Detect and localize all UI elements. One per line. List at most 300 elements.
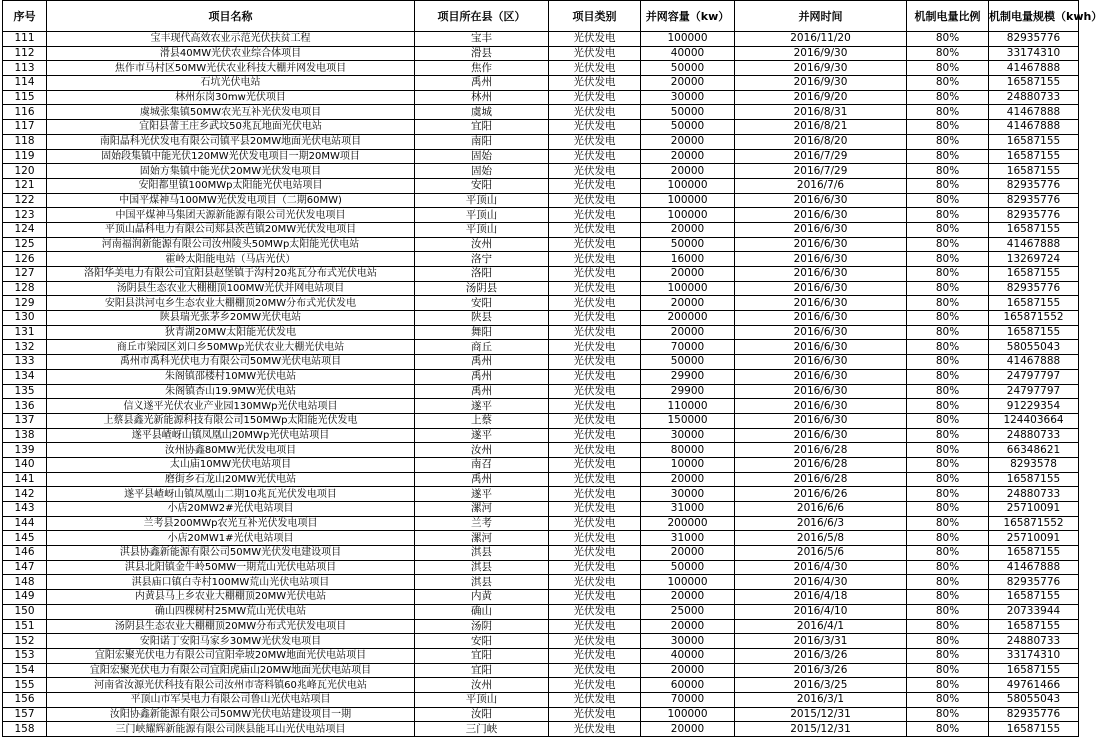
cell-capacity: 100000 [641, 281, 735, 296]
cell-category: 光伏发电 [549, 296, 641, 311]
cell-scale: 16587155 [989, 222, 1079, 237]
cell-ratio: 80% [907, 32, 989, 47]
cell-scale: 16587155 [989, 590, 1079, 605]
cell-index: 112 [3, 46, 47, 61]
cell-grid-date: 2016/7/29 [735, 149, 907, 164]
cell-capacity: 30000 [641, 90, 735, 105]
cell-ratio: 80% [907, 222, 989, 237]
cell-index: 128 [3, 281, 47, 296]
cell-grid-date: 2016/6/30 [735, 369, 907, 384]
cell-capacity: 16000 [641, 252, 735, 267]
cell-capacity: 100000 [641, 208, 735, 223]
table-row [3, 678, 1079, 693]
cell-project-name: 滑县40MW光伏农业综合体项目 [47, 46, 415, 61]
cell-capacity: 20000 [641, 222, 735, 237]
cell-capacity: 25000 [641, 604, 735, 619]
cell-scale: 25710091 [989, 531, 1079, 546]
cell-scale: 82935776 [989, 32, 1079, 47]
cell-scale: 24880733 [989, 487, 1079, 502]
table-row [3, 502, 1079, 517]
cell-ratio: 80% [907, 546, 989, 561]
cell-ratio: 80% [907, 178, 989, 193]
cell-index: 136 [3, 399, 47, 414]
cell-category: 光伏发电 [549, 340, 641, 355]
cell-project-name: 安阳县洪河屯乡生态农业大棚棚顶20MW分布式光伏发电 [47, 296, 415, 311]
cell-project-name: 朱阁镇杏山19.9MW光伏电站 [47, 384, 415, 399]
cell-capacity: 50000 [641, 355, 735, 370]
cell-grid-date: 2016/9/20 [735, 90, 907, 105]
cell-ratio: 80% [907, 634, 989, 649]
cell-grid-date: 2016/6/6 [735, 502, 907, 517]
cell-scale: 16587155 [989, 722, 1079, 737]
cell-category: 光伏发电 [549, 105, 641, 120]
cell-ratio: 80% [907, 208, 989, 223]
cell-category: 光伏发电 [549, 222, 641, 237]
cell-grid-date: 2016/6/30 [735, 252, 907, 267]
cell-project-name: 商丘市梁园区刘口乡50MWp光伏农业大棚光伏电站 [47, 340, 415, 355]
cell-index: 144 [3, 516, 47, 531]
cell-category: 光伏发电 [549, 678, 641, 693]
cell-project-name: 遂平县嵖岈山镇凤凰山20MWp光伏电站项目 [47, 428, 415, 443]
cell-scale: 41467888 [989, 105, 1079, 120]
cell-category: 光伏发电 [549, 428, 641, 443]
cell-index: 132 [3, 340, 47, 355]
table-row [3, 252, 1079, 267]
cell-capacity: 20000 [641, 663, 735, 678]
cell-county: 洛宁 [415, 252, 549, 267]
cell-grid-date: 2016/9/30 [735, 46, 907, 61]
cell-category: 光伏发电 [549, 648, 641, 663]
cell-grid-date: 2016/8/21 [735, 120, 907, 135]
cell-ratio: 80% [907, 413, 989, 428]
cell-project-name: 平顶山市军昊电力有限公司鲁山光伏电站项目 [47, 692, 415, 707]
cell-grid-date: 2016/4/18 [735, 590, 907, 605]
cell-grid-date: 2016/6/30 [735, 311, 907, 326]
cell-scale: 41467888 [989, 120, 1079, 135]
cell-scale: 24880733 [989, 634, 1079, 649]
cell-county: 南召 [415, 457, 549, 472]
cell-category: 光伏发电 [549, 399, 641, 414]
cell-grid-date: 2016/4/30 [735, 575, 907, 590]
table-row [3, 61, 1079, 76]
cell-scale: 16587155 [989, 149, 1079, 164]
cell-scale: 16587155 [989, 164, 1079, 179]
table-row [3, 76, 1079, 91]
cell-project-name: 汤阴县生态农业大棚棚顶100MW光伏并网电站项目 [47, 281, 415, 296]
cell-grid-date: 2016/6/30 [735, 208, 907, 223]
cell-category: 光伏发电 [549, 590, 641, 605]
cell-ratio: 80% [907, 619, 989, 634]
cell-capacity: 20000 [641, 472, 735, 487]
cell-grid-date: 2016/6/30 [735, 413, 907, 428]
cell-category: 光伏发电 [549, 413, 641, 428]
cell-index: 122 [3, 193, 47, 208]
cell-project-name: 安阳都里镇100MWp太阳能光伏电站项目 [47, 178, 415, 193]
cell-ratio: 80% [907, 120, 989, 135]
cell-index: 121 [3, 178, 47, 193]
cell-scale: 165871552 [989, 516, 1079, 531]
cell-project-name: 安阳诺丁安阳马家乡30MW光伏发电项目 [47, 634, 415, 649]
cell-ratio: 80% [907, 76, 989, 91]
table-row [3, 193, 1079, 208]
cell-category: 光伏发电 [549, 707, 641, 722]
cell-scale: 82935776 [989, 208, 1079, 223]
cell-index: 113 [3, 61, 47, 76]
cell-capacity: 50000 [641, 237, 735, 252]
cell-county: 洛阳 [415, 267, 549, 282]
cell-grid-date: 2016/3/26 [735, 648, 907, 663]
table-header-row [3, 1, 1079, 32]
cell-scale: 8293578 [989, 457, 1079, 472]
cell-county: 滑县 [415, 46, 549, 61]
cell-index: 118 [3, 134, 47, 149]
cell-grid-date: 2016/6/30 [735, 355, 907, 370]
cell-county: 焦作 [415, 61, 549, 76]
cell-capacity: 10000 [641, 457, 735, 472]
cell-county: 固始 [415, 164, 549, 179]
cell-category: 光伏发电 [549, 575, 641, 590]
cell-grid-date: 2016/8/31 [735, 105, 907, 120]
cell-index: 141 [3, 472, 47, 487]
cell-county: 商丘 [415, 340, 549, 355]
table-row [3, 413, 1079, 428]
cell-grid-date: 2015/12/31 [735, 722, 907, 737]
cell-county: 淇县 [415, 546, 549, 561]
cell-index: 129 [3, 296, 47, 311]
cell-category: 光伏发电 [549, 604, 641, 619]
cell-project-name: 固始段集镇中能光伏120MW光伏发电项目一期20MW项目 [47, 149, 415, 164]
cell-county: 兰考 [415, 516, 549, 531]
cell-grid-date: 2016/11/20 [735, 32, 907, 47]
cell-scale: 24880733 [989, 90, 1079, 105]
cell-capacity: 20000 [641, 134, 735, 149]
cell-ratio: 80% [907, 90, 989, 105]
table-row [3, 311, 1079, 326]
cell-index: 117 [3, 120, 47, 135]
header-project-name: 项目名称 [47, 1, 415, 32]
cell-index: 134 [3, 369, 47, 384]
cell-ratio: 80% [907, 281, 989, 296]
cell-project-name: 淇县协鑫新能源有限公司50MW光伏发电建设项目 [47, 546, 415, 561]
cell-project-name: 小店20MW1#光伏电站项目 [47, 531, 415, 546]
table-row [3, 692, 1079, 707]
cell-grid-date: 2016/6/30 [735, 325, 907, 340]
cell-grid-date: 2016/6/30 [735, 428, 907, 443]
cell-project-name: 林州东岗30mw光伏项目 [47, 90, 415, 105]
cell-county: 禹州 [415, 369, 549, 384]
cell-index: 154 [3, 663, 47, 678]
cell-ratio: 80% [907, 296, 989, 311]
cell-county: 汝州 [415, 443, 549, 458]
table-row [3, 149, 1079, 164]
cell-county: 林州 [415, 90, 549, 105]
cell-ratio: 80% [907, 267, 989, 282]
cell-ratio: 80% [907, 193, 989, 208]
cell-project-name: 河南福润新能源有限公司汝州陵头50MWp太阳能光伏电站 [47, 237, 415, 252]
cell-grid-date: 2016/6/28 [735, 472, 907, 487]
cell-category: 光伏发电 [549, 634, 641, 649]
cell-index: 137 [3, 413, 47, 428]
cell-capacity: 20000 [641, 722, 735, 737]
cell-grid-date: 2016/6/30 [735, 222, 907, 237]
cell-category: 光伏发电 [549, 546, 641, 561]
cell-project-name: 太山庙10MW光伏电站项目 [47, 457, 415, 472]
cell-capacity: 20000 [641, 149, 735, 164]
cell-grid-date: 2016/6/30 [735, 296, 907, 311]
cell-category: 光伏发电 [549, 134, 641, 149]
table-row [3, 296, 1079, 311]
cell-capacity: 31000 [641, 531, 735, 546]
cell-ratio: 80% [907, 252, 989, 267]
cell-grid-date: 2016/7/6 [735, 178, 907, 193]
cell-county: 宜阳 [415, 663, 549, 678]
cell-ratio: 80% [907, 575, 989, 590]
cell-ratio: 80% [907, 311, 989, 326]
header-capacity: 并网容量（kw） [641, 1, 735, 32]
cell-category: 光伏发电 [549, 193, 641, 208]
cell-scale: 82935776 [989, 707, 1079, 722]
cell-capacity: 20000 [641, 164, 735, 179]
table-row [3, 428, 1079, 443]
cell-scale: 16587155 [989, 296, 1079, 311]
cell-scale: 25710091 [989, 502, 1079, 517]
cell-project-name: 汤阴县生态农业大棚棚顶20MW分布式光伏发电项目 [47, 619, 415, 634]
cell-project-name: 上蔡县鑫光新能源科技有限公司150MWp太阳能光伏发电 [47, 413, 415, 428]
cell-county: 平顶山 [415, 208, 549, 223]
cell-category: 光伏发电 [549, 369, 641, 384]
cell-index: 149 [3, 590, 47, 605]
cell-capacity: 100000 [641, 193, 735, 208]
cell-scale: 16587155 [989, 619, 1079, 634]
cell-county: 平顶山 [415, 692, 549, 707]
cell-project-name: 焦作市马村区50MW光伏农业科技大棚并网发电项目 [47, 61, 415, 76]
header-county: 项目所在县（区） [415, 1, 549, 32]
cell-ratio: 80% [907, 149, 989, 164]
cell-grid-date: 2016/3/31 [735, 634, 907, 649]
cell-county: 禹州 [415, 355, 549, 370]
cell-category: 光伏发电 [549, 457, 641, 472]
cell-index: 133 [3, 355, 47, 370]
cell-ratio: 80% [907, 164, 989, 179]
cell-capacity: 50000 [641, 560, 735, 575]
cell-scale: 91229354 [989, 399, 1079, 414]
cell-capacity: 40000 [641, 648, 735, 663]
cell-ratio: 80% [907, 384, 989, 399]
cell-capacity: 150000 [641, 413, 735, 428]
cell-grid-date: 2016/6/30 [735, 399, 907, 414]
cell-category: 光伏发电 [549, 178, 641, 193]
cell-category: 光伏发电 [549, 502, 641, 517]
cell-county: 宜阳 [415, 648, 549, 663]
cell-capacity: 100000 [641, 32, 735, 47]
cell-project-name: 确山四棵树村25MW荒山光伏电站 [47, 604, 415, 619]
table-row [3, 281, 1079, 296]
cell-grid-date: 2016/4/30 [735, 560, 907, 575]
table-row [3, 267, 1079, 282]
cell-index: 145 [3, 531, 47, 546]
table-row [3, 604, 1079, 619]
cell-capacity: 29900 [641, 369, 735, 384]
cell-category: 光伏发电 [549, 443, 641, 458]
cell-index: 125 [3, 237, 47, 252]
cell-project-name: 三门峡耀辉新能源有限公司陕县能耳山光伏电站项目 [47, 722, 415, 737]
cell-category: 光伏发电 [549, 120, 641, 135]
table-row [3, 472, 1079, 487]
cell-ratio: 80% [907, 531, 989, 546]
cell-index: 155 [3, 678, 47, 693]
cell-grid-date: 2016/5/6 [735, 546, 907, 561]
cell-county: 禹州 [415, 472, 549, 487]
cell-county: 安阳 [415, 296, 549, 311]
cell-scale: 49761466 [989, 678, 1079, 693]
cell-capacity: 29900 [641, 384, 735, 399]
cell-capacity: 20000 [641, 590, 735, 605]
cell-grid-date: 2016/6/30 [735, 237, 907, 252]
table-row [3, 531, 1079, 546]
cell-capacity: 20000 [641, 619, 735, 634]
cell-scale: 24797797 [989, 369, 1079, 384]
table-row [3, 32, 1079, 47]
cell-project-name: 宝丰现代高效农业示范光伏扶贫工程 [47, 32, 415, 47]
cell-scale: 16587155 [989, 663, 1079, 678]
cell-ratio: 80% [907, 457, 989, 472]
cell-county: 安阳 [415, 178, 549, 193]
header-scale: 机制电量规模（kwh） [989, 1, 1079, 32]
cell-category: 光伏发电 [549, 692, 641, 707]
cell-scale: 82935776 [989, 193, 1079, 208]
cell-category: 光伏发电 [549, 325, 641, 340]
cell-grid-date: 2016/5/8 [735, 531, 907, 546]
cell-scale: 20733944 [989, 604, 1079, 619]
cell-index: 111 [3, 32, 47, 47]
header-index: 序号 [3, 1, 47, 32]
table-row [3, 105, 1079, 120]
cell-project-name: 淇县庙口镇白寺村100MW荒山光伏电站项目 [47, 575, 415, 590]
cell-project-name: 中国平煤神马100MW光伏发电项目（二期60MW) [47, 193, 415, 208]
cell-category: 光伏发电 [549, 722, 641, 737]
table-row [3, 619, 1079, 634]
cell-category: 光伏发电 [549, 46, 641, 61]
cell-grid-date: 2016/7/29 [735, 164, 907, 179]
cell-county: 淇县 [415, 560, 549, 575]
cell-grid-date: 2016/9/30 [735, 76, 907, 91]
cell-county: 平顶山 [415, 193, 549, 208]
cell-category: 光伏发电 [549, 32, 641, 47]
cell-category: 光伏发电 [549, 355, 641, 370]
table-row [3, 222, 1079, 237]
cell-index: 114 [3, 76, 47, 91]
cell-scale: 16587155 [989, 325, 1079, 340]
cell-grid-date: 2016/6/28 [735, 443, 907, 458]
table-row [3, 590, 1079, 605]
cell-capacity: 50000 [641, 105, 735, 120]
cell-project-name: 小店20MW2#光伏电站项目 [47, 502, 415, 517]
cell-county: 宝丰 [415, 32, 549, 47]
table-row [3, 634, 1079, 649]
table-row [3, 237, 1079, 252]
cell-project-name: 禹州市禹科光伏电力有限公司50MW光伏电站项目 [47, 355, 415, 370]
cell-index: 156 [3, 692, 47, 707]
cell-ratio: 80% [907, 722, 989, 737]
cell-category: 光伏发电 [549, 560, 641, 575]
cell-county: 上蔡 [415, 413, 549, 428]
cell-county: 舞阳 [415, 325, 549, 340]
cell-scale: 41467888 [989, 237, 1079, 252]
cell-scale: 24880733 [989, 428, 1079, 443]
table-row [3, 546, 1079, 561]
table-row [3, 575, 1079, 590]
cell-capacity: 50000 [641, 61, 735, 76]
cell-county: 固始 [415, 149, 549, 164]
cell-project-name: 洛阳华美电力有限公司宜阳县赵堡镇于沟村20兆瓦分布式光伏电站 [47, 267, 415, 282]
cell-ratio: 80% [907, 604, 989, 619]
cell-project-name: 河南省汝源光伏科技有限公司汝州市寄料镇60兆峰瓦光伏电站 [47, 678, 415, 693]
cell-grid-date: 2016/3/26 [735, 663, 907, 678]
cell-grid-date: 2016/4/1 [735, 619, 907, 634]
cell-index: 142 [3, 487, 47, 502]
cell-scale: 16587155 [989, 472, 1079, 487]
cell-project-name: 宜阳宏聚光伏电力有限公司宜阳虎庙山20MW地面光伏电站项目 [47, 663, 415, 678]
cell-capacity: 20000 [641, 296, 735, 311]
cell-scale: 82935776 [989, 178, 1079, 193]
cell-capacity: 200000 [641, 311, 735, 326]
cell-county: 遂平 [415, 487, 549, 502]
cell-capacity: 50000 [641, 120, 735, 135]
cell-category: 光伏发电 [549, 281, 641, 296]
cell-index: 138 [3, 428, 47, 443]
table-row [3, 208, 1079, 223]
cell-grid-date: 2016/6/3 [735, 516, 907, 531]
cell-index: 127 [3, 267, 47, 282]
cell-index: 126 [3, 252, 47, 267]
cell-ratio: 80% [907, 340, 989, 355]
cell-ratio: 80% [907, 663, 989, 678]
cell-capacity: 70000 [641, 692, 735, 707]
cell-ratio: 80% [907, 134, 989, 149]
cell-grid-date: 2016/4/10 [735, 604, 907, 619]
cell-ratio: 80% [907, 46, 989, 61]
cell-index: 119 [3, 149, 47, 164]
cell-ratio: 80% [907, 692, 989, 707]
cell-project-name: 狄青湖20MW太阳能光伏发电 [47, 325, 415, 340]
cell-category: 光伏发电 [549, 252, 641, 267]
cell-capacity: 100000 [641, 575, 735, 590]
cell-category: 光伏发电 [549, 208, 641, 223]
cell-scale: 33174310 [989, 648, 1079, 663]
cell-county: 禹州 [415, 76, 549, 91]
table-row [3, 487, 1079, 502]
cell-index: 158 [3, 722, 47, 737]
cell-project-name: 霍岭太阳能电站（马店光伏） [47, 252, 415, 267]
cell-project-name: 陕县瑞光张茅乡20MW光伏电站 [47, 311, 415, 326]
cell-index: 157 [3, 707, 47, 722]
cell-capacity: 20000 [641, 325, 735, 340]
table-row [3, 443, 1079, 458]
cell-index: 140 [3, 457, 47, 472]
cell-ratio: 80% [907, 355, 989, 370]
cell-grid-date: 2016/6/30 [735, 340, 907, 355]
cell-ratio: 80% [907, 502, 989, 517]
cell-category: 光伏发电 [549, 61, 641, 76]
cell-project-name: 汝州协鑫80MW光伏发电项目 [47, 443, 415, 458]
cell-grid-date: 2016/6/30 [735, 267, 907, 282]
cell-index: 150 [3, 604, 47, 619]
table-row [3, 648, 1079, 663]
cell-index: 139 [3, 443, 47, 458]
cell-county: 安阳 [415, 634, 549, 649]
cell-capacity: 70000 [641, 340, 735, 355]
table-row [3, 516, 1079, 531]
